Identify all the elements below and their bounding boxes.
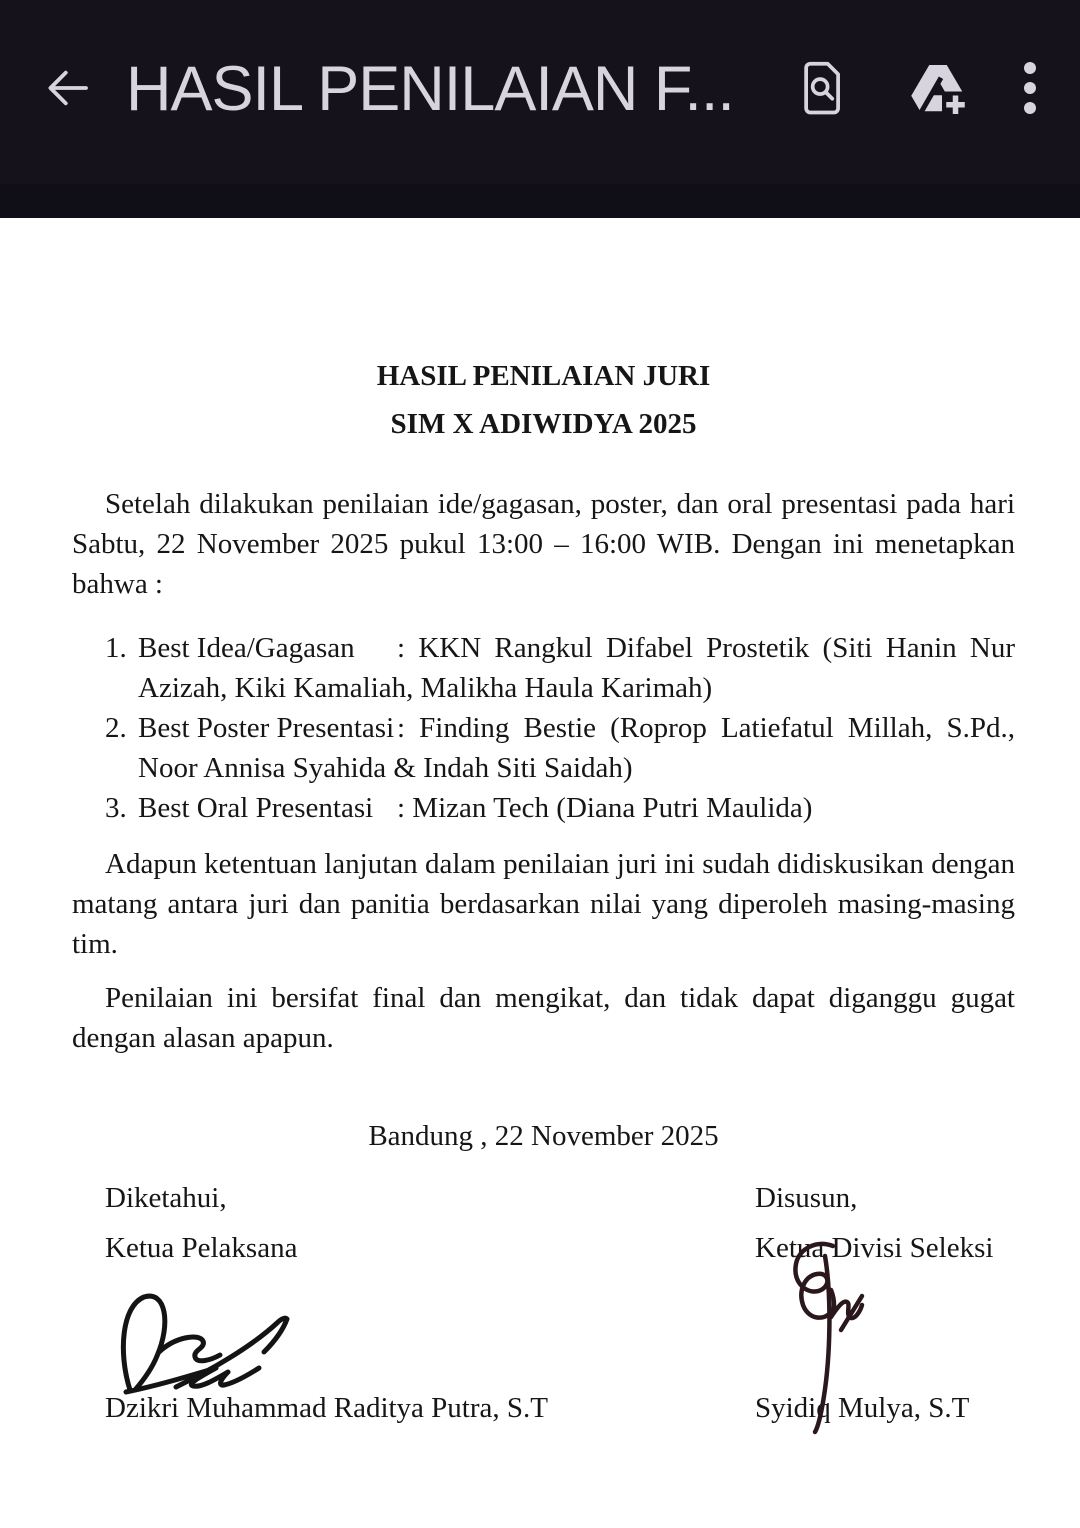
heading-line-1: HASIL PENILAIAN JURI bbox=[376, 360, 711, 392]
list-item-best-poster bbox=[72, 708, 1015, 788]
document-page[interactable] bbox=[0, 218, 1080, 1528]
right-signatory-name: Syidiq Mulya, S.T bbox=[755, 1392, 970, 1424]
app-bar-title: HASIL PENILAIAN F... bbox=[126, 54, 734, 124]
paragraph-opening: Setelah dilakukan penilaian ide/gagasan, poster, dan oral presentasi pada hari Sabtu, 22 November 2025 pukul 13:00 – 16:00 WIB. Dengan ini menetapkan bahwa : bbox=[72, 488, 1015, 600]
signatory-roles-row-1 bbox=[72, 1178, 1015, 1218]
signature-block bbox=[72, 1178, 1015, 1428]
left-signatory-role-1: Diketahui, bbox=[105, 1182, 227, 1214]
award-list bbox=[72, 628, 1015, 828]
signatory-roles-row-2 bbox=[72, 1228, 1015, 1268]
right-signatory-role-1: Disusun, bbox=[755, 1182, 858, 1214]
right-signatory-role-2: Ketua Divisi Seleksi bbox=[755, 1232, 994, 1264]
app-bar-row bbox=[0, 34, 1080, 144]
arrow-left-icon bbox=[41, 61, 95, 118]
heading-line-2: SIM X ADIWIDYA 2025 bbox=[390, 408, 697, 440]
list-item-best-idea bbox=[72, 628, 1015, 708]
paragraph-ketentuan: Adapun ketentuan lanjutan dalam penilaian juri ini sudah didiskusikan dengan matang antara juri dan panitia berdasarkan nilai yang diperoleh masing-masing tim. bbox=[72, 848, 1015, 960]
find-in-page-icon bbox=[794, 55, 850, 124]
list-number: 3. bbox=[105, 792, 127, 824]
more-options-button[interactable] bbox=[1008, 54, 1052, 124]
app-bar-actions bbox=[792, 54, 1052, 124]
list-value: : Mizan Tech (Diana Putri Maulida) bbox=[397, 792, 813, 824]
list-value: : KKN Rangkul Difabel Prostetik (Siti Hanin Nur Azizah, Kiki Kamaliah, Malikha Haula Karimah) bbox=[138, 632, 1015, 704]
document-heading bbox=[72, 218, 1015, 444]
left-signatory-role-2: Ketua Pelaksana bbox=[105, 1232, 298, 1264]
list-number: 2. bbox=[105, 712, 127, 744]
find-in-document-button[interactable] bbox=[792, 54, 852, 124]
list-value: : Finding Bestie (Roprop Latiefatul Millah, S.Pd., Noor Annisa Syahida & Indah Siti Saidah) bbox=[138, 712, 1015, 784]
list-item-best-oral bbox=[72, 788, 1015, 828]
left-signatory-name: Dzikri Muhammad Raditya Putra, S.T bbox=[105, 1392, 548, 1424]
list-label: Best Oral Presentasi bbox=[138, 792, 374, 824]
overflow-menu-icon bbox=[1010, 56, 1050, 123]
list-label: Best Idea/Gagasan bbox=[138, 632, 355, 664]
back-button[interactable] bbox=[40, 61, 96, 117]
add-to-drive-button[interactable] bbox=[908, 54, 968, 124]
paragraph-final: Penilaian ini bersifat final dan mengikat, dan tidak dapat diganggu gugat dengan alasan apapun. bbox=[72, 982, 1015, 1054]
signature-dzikri bbox=[114, 1290, 314, 1400]
app-bar bbox=[0, 0, 1080, 218]
dateline: Bandung , 22 November 2025 bbox=[368, 1120, 719, 1152]
list-label: Best Poster Presentasi bbox=[138, 712, 395, 744]
drive-add-icon bbox=[908, 58, 968, 121]
signature-syidiq bbox=[765, 1238, 869, 1438]
list-number: 1. bbox=[105, 632, 127, 664]
